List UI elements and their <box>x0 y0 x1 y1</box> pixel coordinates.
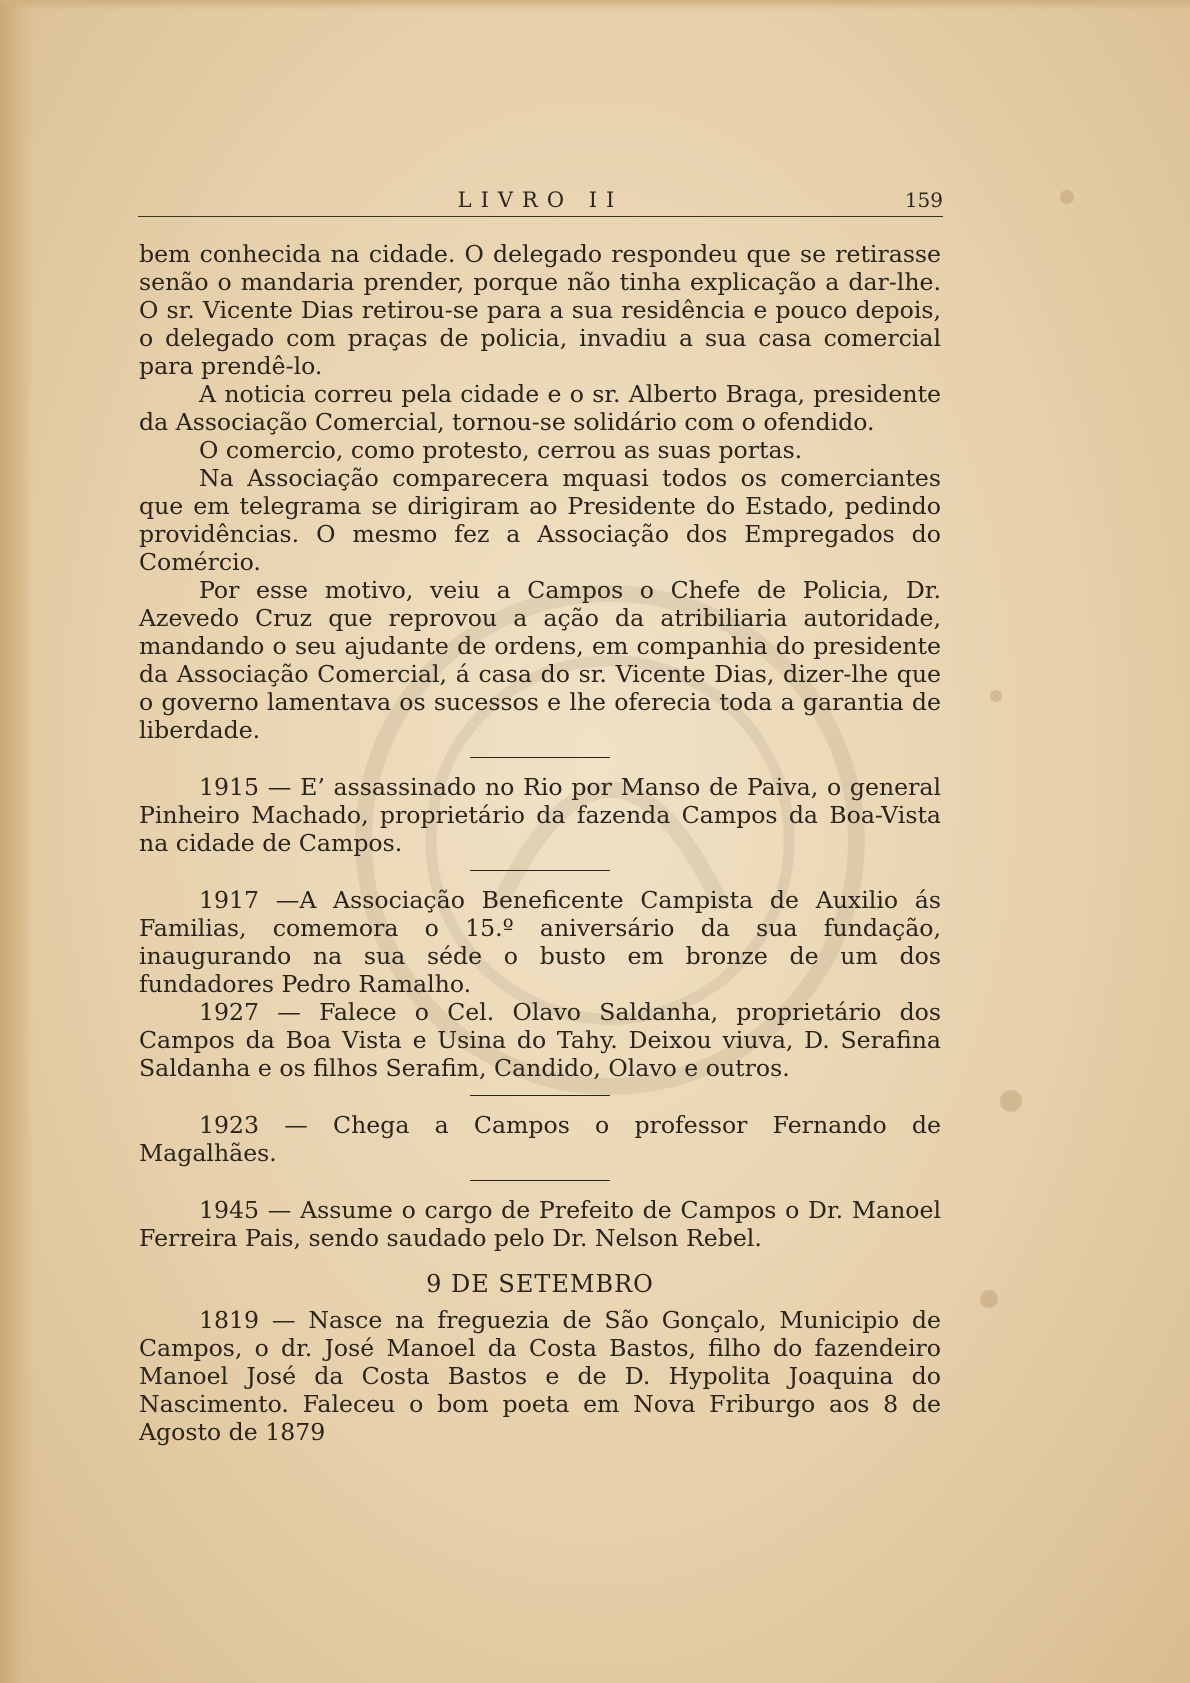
paper-stain <box>980 1290 998 1308</box>
paper-stain <box>1060 190 1074 204</box>
paper-stain <box>1000 1090 1022 1112</box>
paragraph: Na Associação comparecera mquasi todos os comerciantes que em telegrama se dirigiram ao Presidente do Estado, pedindo providências. O mesmo fez a Associação dos Empregados do Comércio. <box>139 464 941 576</box>
chronology-entry: 1927 — Falece o Cel. Olavo Saldanha, proprietário dos Campos da Boa Vista e Usina do Tahy. Deixou viuva, D. Serafina Saldanha e os filhos Serafim, Candido, Olavo e outros. <box>139 998 941 1082</box>
page-header <box>138 184 943 217</box>
chronology-entry: 1917 —A Associação Beneficente Campista de Auxilio ás Familias, comemora o 15.º aniversário da sua fundação, inaugurando na sua séde o busto em bronze de um dos fundadores Pedro Ramalho. <box>139 886 941 998</box>
chronology-entry: 1923 — Chega a Campos o professor Fernando de Magalhães. <box>139 1111 941 1167</box>
separator-rule <box>470 1095 610 1096</box>
chronology-entry: 1819 — Nasce na freguezia de São Gonçalo, Municipio de Campos, o dr. José Manoel da Costa Bastos, filho do fazendeiro Manoel José da Costa Bastos e de D. Hypolita Joaquina do Nascimento. Faleceu o bom poeta em Nova Friburgo aos 8 de Agosto de 1879 <box>139 1306 941 1446</box>
page-body <box>139 240 941 1446</box>
chronology-entry: 1945 — Assume o cargo de Prefeito de Campos o Dr. Manoel Ferreira Pais, sendo saudado pelo Dr. Nelson Rebel. <box>139 1196 941 1252</box>
separator-rule <box>470 870 610 871</box>
chronology-entry: 1915 — E’ assassinado no Rio por Manso de Paiva, o general Pinheiro Machado, proprietário da fazenda Campos da Boa-Vista na cidade de Campos. <box>139 773 941 857</box>
separator-rule <box>470 1180 610 1181</box>
paragraph: O comercio, como protesto, cerrou as suas portas. <box>199 436 803 464</box>
running-title: LIVRO II <box>457 188 624 212</box>
paragraph: A noticia correu pela cidade e o sr. Alberto Braga, presidente da Associação Comercial, tornou-se solidário com o ofendido. <box>139 380 941 436</box>
paper-stain <box>990 690 1002 702</box>
separator-rule <box>470 757 610 758</box>
page-number: 159 <box>904 188 943 212</box>
paragraph: Por esse motivo, veiu a Campos o Chefe de Policia, Dr. Azevedo Cruz que reprovou a ação da atribiliaria autoridade, mandando o seu ajudante de ordens, em companhia do presidente da Associação Comercial, á casa do sr. Vicente Dias, dizer-lhe que o governo lamentava os sucessos e lhe oferecia toda a garantia de liberdade. <box>139 576 941 744</box>
paragraph: bem conhecida na cidade. O delegado respondeu que se retirasse senão o mandaria prender, porque não tinha explicação a dar-lhe. O sr. Vicente Dias retirou-se para a sua residência e pouco depois, o delegado com praças de policia, invadiu a sua casa comercial para prendê-lo. <box>139 240 941 380</box>
section-heading: 9 DE SETEMBRO <box>426 1270 654 1298</box>
